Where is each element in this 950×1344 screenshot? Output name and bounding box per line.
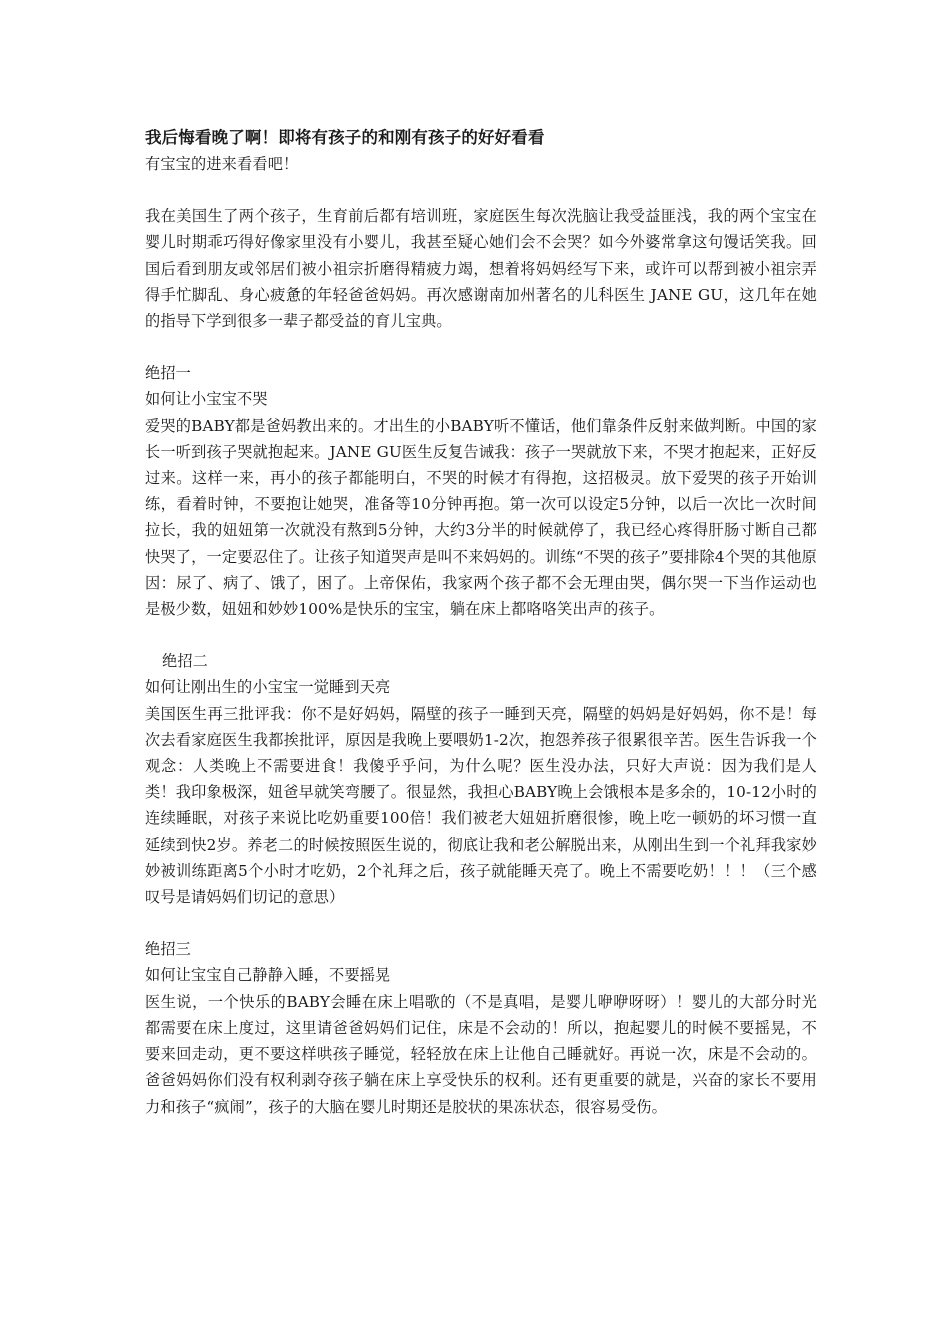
section-3-body: 医生说，一个快乐的BABY会睡在床上唱歌的（不是真唱，是婴儿咿咿呀呀）！婴儿的大部分时光都需要在床上度过，这里请爸爸妈妈们记住，床是不会动的！所以，抱起婴儿的时候不要摇晃，不要来回走动，更不要这样哄孩子睡觉，轻轻放在床上让他自己睡就好。再说一次，床是不会动的。爸爸妈妈你们没有权利剥夺孩子躺在床上享受快乐的权利。还有更重要的就是，兴奋的家长不要用力和孩子“疯闹”，孩子的大脑在婴儿时期还是胶状的果冻状态，很容易受伤。 xyxy=(145,992,817,1116)
spacer xyxy=(145,177,817,203)
article-subtitle: 有宝宝的进来看看吧！ xyxy=(145,155,299,173)
spacer xyxy=(145,334,817,360)
article-title: 我后悔看晚了啊！即将有孩子的和刚有孩子的好好看看 xyxy=(145,128,545,147)
spacer xyxy=(145,910,817,936)
section-1-subheading: 如何让小宝宝不哭 xyxy=(145,390,268,409)
spacer xyxy=(145,622,817,648)
section-1-body: 爱哭的BABY都是爸妈教出来的。才出生的小BABY听不懂话，他们靠条件反射来做判断。中国的家长一听到孩子哭就抱起来。JANE GU医生反复告诫我：孩子一哭就放下来，不哭才抱起来，正好反过来。这样一来，再小的孩子都能明白，不哭的时候才有得抱，这招极灵。放下爱哭的孩子开始训练，看着时钟，不要抱让她哭，准备等10分钟再抱。第一次可以设定5分钟，以后一次比一次时间拉长，我的妞妞第一次就没有熬到5分钟，大约3分半的时候就停了，我已经心疼得肝肠寸断自己都快哭了，一定要忍住了。让孩子知道哭声是叫不来妈妈的。训练“不哭的孩子”要排除4个哭的其他原因：尿了、病了、饿了，困了。上帝保佑，我家两个孩子都不会无理由哭，偶尔哭一下当作运动也是极少数，妞妞和妙妙100%是快乐的宝宝，躺在床上都咯咯笑出声的孩子。 xyxy=(145,416,817,619)
section-2-body: 美国医生再三批评我：你不是好妈妈，隔壁的孩子一睡到天亮，隔壁的妈妈是好妈妈，你不是！每次去看家庭医生我都挨批评，原因是我晚上要喂奶1-2次，抱怨养孩子很累很辛苦。医生告诉我一个观念：人类晚上不需要进食！我傻乎乎问，为什么呢？医生没办法，只好大声说：因为我们是人类！我印象极深，妞爸早就笑弯腰了。很显然，我担心BABY晚上会饿根本是多余的，10-12小时的连续睡眠，对孩子来说比吃奶重要100倍！我们被老大妞妞折磨很惨，晚上吃一顿奶的坏习惯一直延续到快2岁。养老二的时候按照医生说的，彻底让我和老公解脱出来，从刚出生到一个礼拜我家妙妙被训练距离5个小时才吃奶，2个礼拜之后，孩子就能睡天亮了。晚上不需要吃奶！！！（三个感叹号是请妈妈们切记的意思） xyxy=(145,704,817,907)
document-page xyxy=(145,124,817,1120)
section-1-heading: 绝招一 xyxy=(145,364,192,383)
section-2-subheading: 如何让刚出生的小宝宝一觉睡到天亮 xyxy=(145,678,391,697)
section-3-heading: 绝招三 xyxy=(145,940,192,959)
section-3-subheading: 如何让宝宝自己静静入睡，不要摇晃 xyxy=(145,966,391,985)
section-2-heading: 绝招二 xyxy=(162,652,209,671)
intro-paragraph: 我在美国生了两个孩子，生育前后都有培训班，家庭医生每次洗脑让我受益匪浅，我的两个宝宝在婴儿时期乖巧得好像家里没有小婴儿，我甚至疑心她们会不会哭？如今外婆常拿这句馒话笑我。回国后看到朋友或邻居们被小祖宗折磨得精疲力竭，想着将妈妈经写下来，或许可以帮到被小祖宗弄得手忙脚乱、身心疲惫的年轻爸爸妈妈。再次感谢南加州著名的儿科医生 JANE GU，这几年在她的指导下学到很多一辈子都受益的育儿宝典。 xyxy=(145,207,817,331)
